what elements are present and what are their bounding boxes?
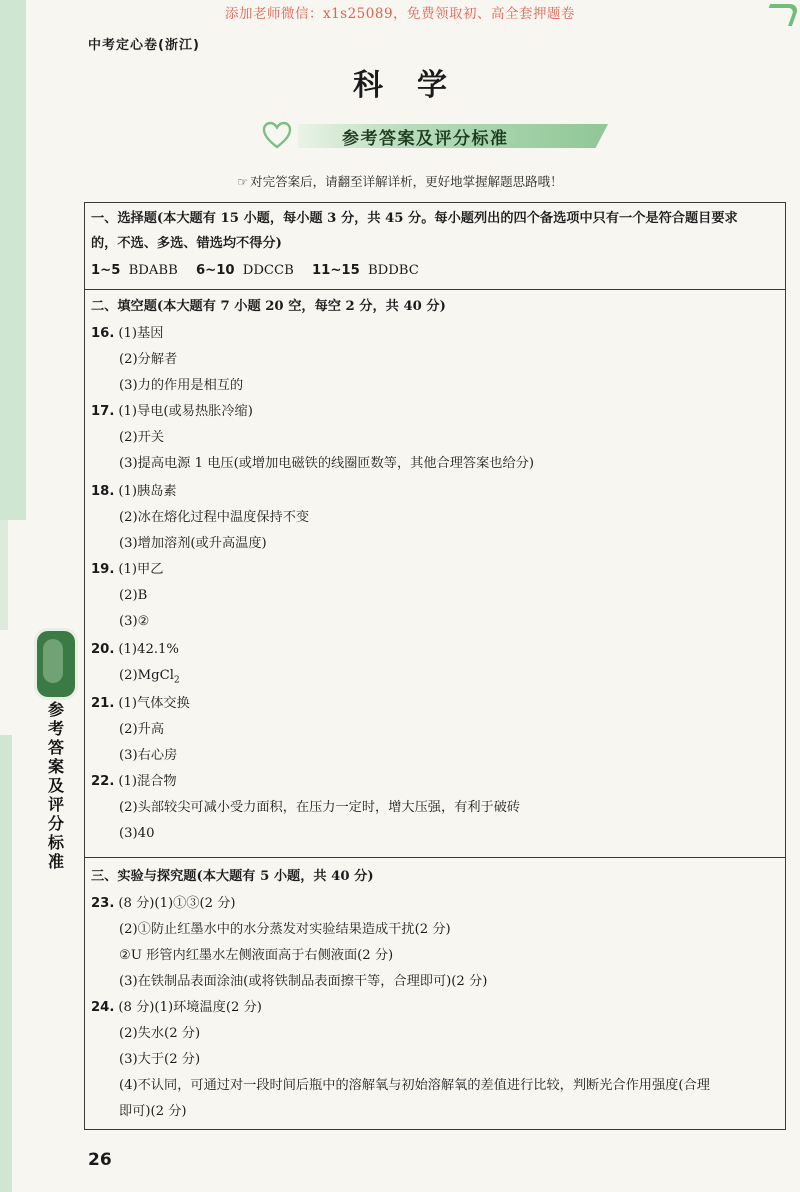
answer-line: (2)分解者 — [119, 352, 178, 367]
answer-line: (3)40 — [119, 826, 155, 841]
answer-line: (3)提高电源 1 电压(或增加电磁铁的线圈匝数等，其他合理答案也给分) — [119, 456, 534, 471]
answer-line: (3)增加溶剂(或升高温度) — [119, 536, 267, 551]
answer-line: 21. (1)气体交换 — [91, 696, 190, 711]
answer-line: (2)头部较尖可减小受力面积，在压力一定时，增大压强，有利于破砖 — [119, 800, 521, 815]
answer-line: (2)①防止红墨水中的水分蒸发对实验结果造成干扰(2 分) — [119, 922, 451, 937]
section-fill-in — [85, 289, 785, 858]
answer-line: 19. (1)甲乙 — [91, 562, 164, 577]
answer-line: 16. (1)基因 — [91, 326, 164, 341]
answer-line: (3)在铁制品表面涂油(或将铁制品表面擦干等，合理即可)(2 分) — [119, 974, 488, 989]
series-title: 中考定心卷(浙江) — [88, 38, 200, 53]
page-number: 26 — [88, 1150, 112, 1170]
choice-value: BDDBC — [367, 263, 419, 278]
side-section-label: 参 考 答 案 及 评 分 标 准 — [47, 700, 64, 871]
answer-line: 18. (1)胰岛素 — [91, 484, 177, 499]
choice-value: DDCCB — [242, 263, 294, 278]
subject-title: 科学 — [353, 68, 481, 103]
choice-range: 6~10 — [195, 263, 235, 278]
answer-line: (2)升高 — [119, 722, 165, 737]
answer-line: 即可)(2 分) — [119, 1104, 187, 1119]
choice-range: 1~5 — [91, 263, 121, 278]
section2-heading: 二、填空题(本大题有 7 小题 20 空，每空 2 分，共 40 分) — [91, 299, 446, 314]
watermark: 添加老师微信：x1s25089，免费领取初、高全套押题卷 — [224, 6, 576, 22]
section-experiment — [85, 857, 785, 1131]
heart-icon — [262, 120, 292, 150]
section-multiple-choice — [85, 203, 785, 290]
answer-line: 23. (8 分)(1)①③(2 分) — [91, 896, 236, 911]
answer-line: (2)失水(2 分) — [119, 1026, 201, 1041]
choice-answers — [91, 261, 779, 281]
answer-line: (2)B — [119, 588, 148, 603]
answer-line: (3)右心房 — [119, 748, 178, 763]
answer-line: 22. (1)混合物 — [91, 774, 177, 789]
answer-line: 17. (1)导电(或易热胀冷缩) — [91, 404, 253, 419]
answer-line: (3)② — [119, 614, 150, 629]
tip-line — [0, 172, 800, 190]
side-tab-logo — [34, 628, 78, 700]
answer-banner — [262, 118, 610, 154]
tip-text: 对完答案后，请翻至详解详析，更好地掌握解题思路哦！ — [250, 174, 563, 189]
section1-heading-line2: 的，不选、多选、错选均不得分) — [91, 236, 282, 251]
answer-line: (2)冰在熔化过程中温度保持不变 — [119, 510, 310, 525]
answer-line: (4)不认同，可通过对一段时间后瓶中的溶解氧与初始溶解氧的差值进行比较，判断光合作用强度(合理 — [119, 1078, 710, 1093]
answer-line: 24. (8 分)(1)环境温度(2 分) — [91, 1000, 262, 1015]
answer-line: (2)开关 — [119, 430, 165, 445]
section3-heading: 三、实验与探究题(本大题有 5 小题，共 40 分) — [91, 869, 374, 884]
choice-value: BDABB — [128, 263, 178, 278]
section1-heading-line1: 一、选择题(本大题有 15 小题，每小题 3 分，共 45 分。每小题列出的四个备选项中只有一个是符合题目要求 — [91, 211, 738, 226]
answer-line: ②U 形管内红墨水左侧液面高于右侧液面(2 分) — [119, 948, 394, 963]
pointing-hand-icon: ☞ — [237, 175, 249, 189]
answer-line: 20. (1)42.1% — [91, 642, 179, 657]
banner-title: 参考答案及评分标准 — [342, 129, 509, 149]
answer-line: (3)力的作用是相互的 — [119, 378, 244, 393]
choice-range: 11~15 — [312, 263, 360, 278]
answer-line: (3)大于(2 分) — [119, 1052, 201, 1067]
answer-frame — [84, 202, 786, 1130]
answer-line: (2)MgCl$_2$ — [119, 668, 180, 686]
